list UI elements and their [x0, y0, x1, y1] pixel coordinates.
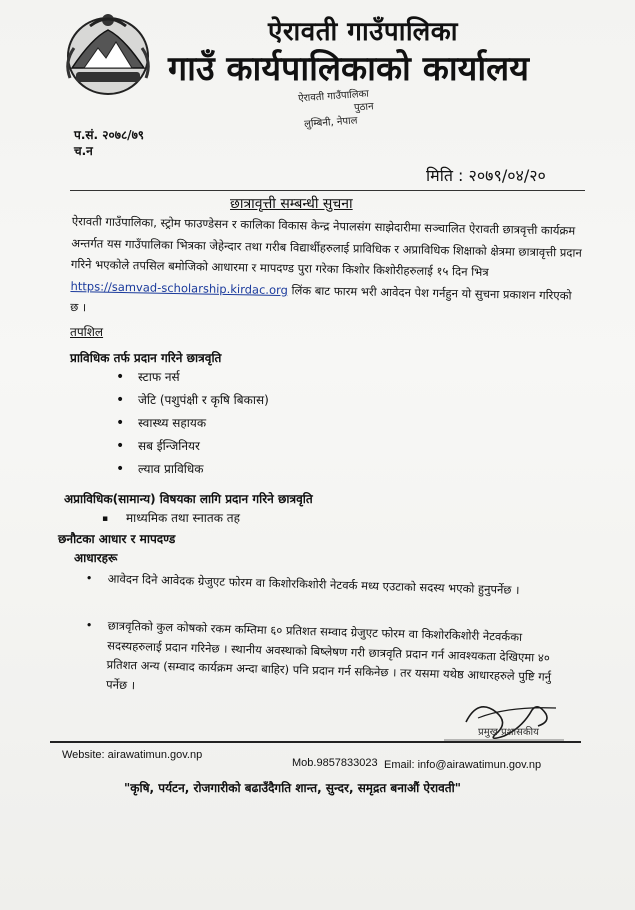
reference-number: प.सं. २०७८/७९	[74, 128, 145, 142]
dispatch-number: च.न	[74, 144, 93, 158]
signatory-title: प्रमुख प्रशासकीय	[478, 727, 539, 738]
technical-heading: प्राविधिक तर्फ प्रदान गरिने छात्रवृति	[70, 351, 222, 365]
list-item: • सब ईन्जिनियर	[116, 435, 269, 458]
footer-website: Website: airawatimun.gov.np	[62, 749, 203, 761]
office-stamp	[298, 88, 428, 154]
nepal-emblem-icon	[62, 8, 154, 100]
non-technical-heading: अप्राविधिक(सामान्य) विषयका लागि प्रदान गरिने छात्रवृति	[64, 492, 313, 506]
stamp-line: पुठान	[353, 101, 374, 114]
footer-mobile: Mob.9857833023	[292, 757, 378, 769]
stamp-line: ऐरावती गाउँपालिका	[297, 88, 370, 105]
body-text: ऐरावती गाउँपालिका, स्ट्रोम फाउण्डेसन र कालिका विकास केन्द्र नेपालसंग साझेदारीमा सञ्चालित ऐरावती छात्रवृत्ती कार्यक्रम अन्तर्गत यस गाउँपालिका भित्रका जेहेन्दार तथा गरीब विद्यार्थीहरुलाई प्राविधिक र अप्राविधिक शिक्षाको क्षेत्रमा छात्रावृत्ती प्रदान गरिने भएकोले तपसिल बमोजिको आधारमा र मापदण्ड पुरा गरेका किशोर किशोरीहरुलाई १५ दिन भित्र	[70, 213, 582, 280]
list-item: • ल्याव प्राविधिक	[116, 458, 269, 481]
subject-line: छात्रावृत्ती सम्बन्धी सुचना	[230, 196, 353, 212]
list-item: • जेटि (पशुपंक्षी र कृषि बिकास)	[116, 389, 269, 412]
details-heading: तपशिल	[70, 325, 104, 339]
basis-subheading: आधारहरू	[74, 551, 118, 565]
footer-slogan: "कृषि, पर्यटन, रोजगारीको बढाउँदैगति शान्त, सुन्दर, समृद्रत बनाऔं ऐरावती"	[124, 781, 461, 795]
handwritten-signature	[438, 692, 568, 752]
office-title: गाउँ कार्यपालिकाको कार्यालय	[168, 49, 529, 89]
criteria-text: छात्रवृतिको कुल कोषको रकम कम्तिमा ६० प्रतिशत सम्वाद ग्रेजुएट फोरम वा किशोरकिशोरी नेटवर्कका सदस्यहरुलाई प्रदान गरिनेछ । स्थानीय अवस्थाको बिष्लेषण गरी छात्रवृति प्रदान गर्न आवश्यकता देखिएमा ४० प्रतिशत अन्य (सम्वाद कार्यक्रम अन्दा बाहिर) पनि प्रदान गर्न सकिनेछ । तर यसमा यथेष्ठ आधारहरुले पुष्टि गर्नु पर्नेछ ।	[105, 618, 552, 692]
footer-divider	[50, 741, 581, 743]
stamp-line: लुम्बिनी, नेपाल	[303, 115, 358, 131]
criteria-item: • आवेदन दिने आवेदक ग्रेजुएट फोरम वा किशोरकिशोरी नेटवर्क मध्य एउटाको सदस्य भएको हुनुपर्नेछ ।	[91, 569, 573, 602]
list-item: • स्टाफ नर्स	[116, 366, 269, 389]
notice-body	[70, 211, 584, 328]
criteria-item: • छात्रवृतिको कुल कोषको रकम कम्तिमा ६० प्रतिशत सम्वाद ग्रेजुएट फोरम वा किशोरकिशोरी नेटवर्कका सदस्यहरुलाई प्रदान गरिनेछ । स्थानीय अवस्थाको बिष्लेषण गरी छात्रवृति प्रदान गर्न आवश्यकता देखिएमा ४० प्रतिशत अन्य (सम्वाद कार्यक्रम अन्दा बाहिर) पनि प्रदान गर्न सकिनेछ । तर यसमा यथेष्ठ आधारहरुले पुष्टि गर्नु पर्नेछ ।	[90, 616, 574, 707]
body-text: लिंक बाट फारम भरी आवेदन पेश गर्नहुन यो सुचना प्रकाशन गरिएको छ ।	[70, 282, 572, 315]
list-item: ▪ माध्यमिक तथा स्नातक तह	[102, 509, 240, 526]
footer-email: Email: info@airawatimun.gov.np	[384, 759, 542, 771]
technical-list	[116, 366, 269, 481]
criteria-text: आवेदन दिने आवेदक ग्रेजुएट फोरम वा किशोरकिशोरी नेटवर्क मध्य एउटाको सदस्य भएको हुनुपर्नेछ ।	[107, 571, 520, 597]
criteria-heading: छनौटका आधार र मापदण्ड	[58, 532, 176, 546]
header-divider	[70, 190, 585, 191]
municipality-title: ऐरावती गाउँपालिका	[268, 17, 458, 47]
list-item: • स्वास्थ्य सहायक	[116, 412, 269, 435]
date: मिति : २०७९/०४/२०	[426, 166, 546, 185]
scholarship-link[interactable]: https://samvad-scholarship.kirdac.org	[70, 278, 289, 297]
